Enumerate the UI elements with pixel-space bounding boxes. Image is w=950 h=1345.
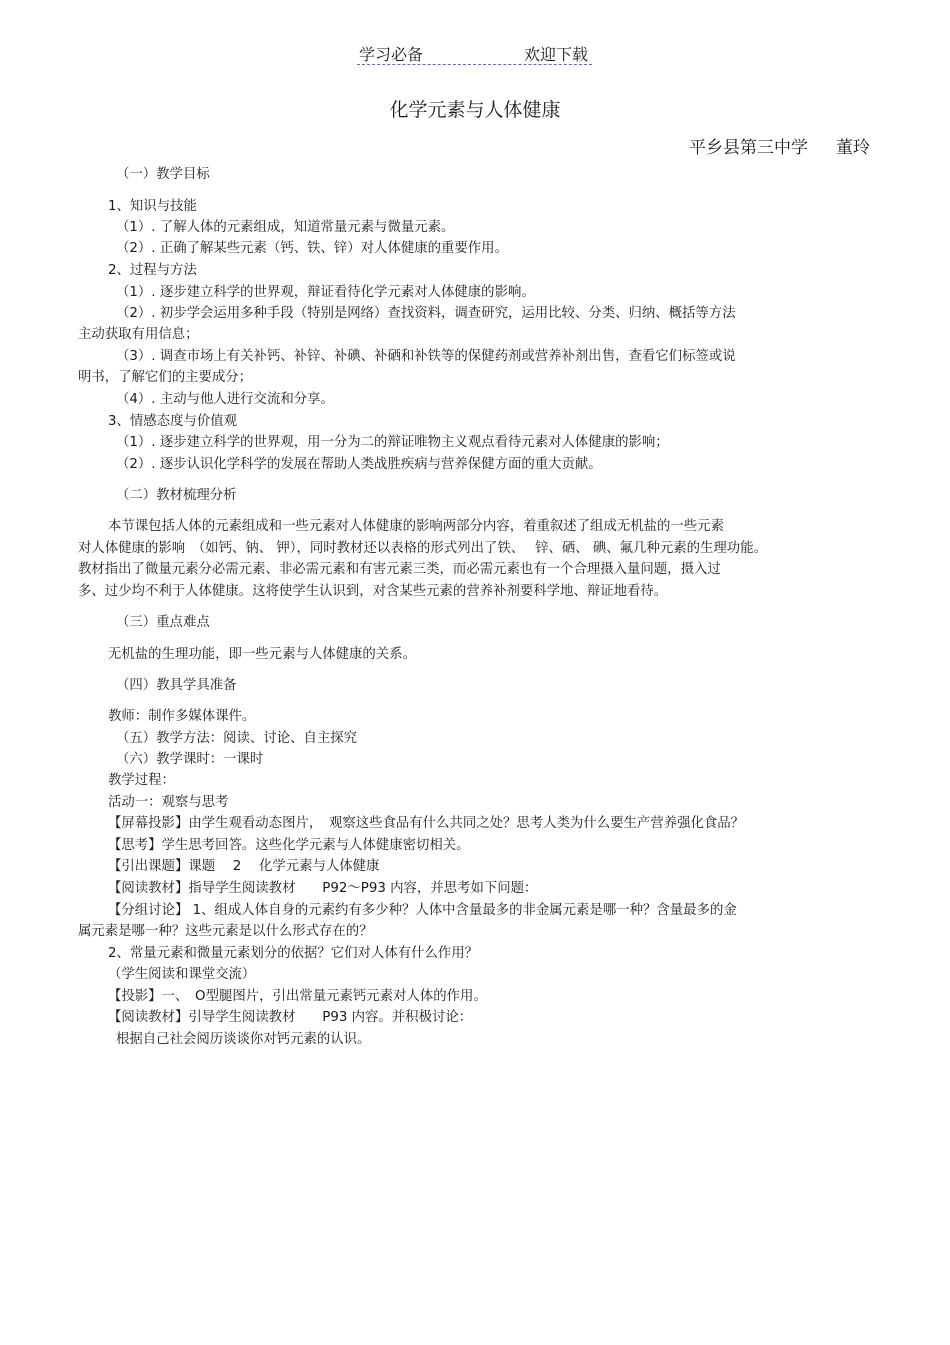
text-line: （1）. 逐步建立科学的世界观，用一分为二的辩证唯物主义观点看待元素对人体健康的影响； (116, 435, 669, 450)
text-line: 【投影】一、 O型腿图片，引出常量元素钙元素对人体的作用。 (108, 989, 487, 1004)
text-line: （1）. 逐步建立科学的世界观，辩证看待化学元素对人体健康的影响。 (116, 285, 535, 300)
text-line: 教师：制作多媒体课件。 (108, 709, 256, 724)
text-line: （四）教具学具准备 (116, 678, 237, 693)
text-line: 【分组讨论】 1、组成人体自身的元素约有多少种？人体中含量最多的非金属元素是哪一种？含量最多的金 (108, 903, 737, 918)
text-line: （三）重点难点 (116, 615, 210, 630)
text-line: 【思考】学生思考回答。这些化学元素与人体健康密切相关。 (108, 838, 470, 853)
text-line: （六）教学课时：一课时 (116, 752, 264, 767)
text-line: 对人体健康的影响 （如钙、钠、 钾），同时教材还以表格的形式列出了铁、 锌、硒、 碘、氟几种元素的生理功能。 (78, 541, 767, 556)
text-line: 本节课包括人体的元素组成和一些元素对人体健康的影响两部分内容，着重叙述了组成无机盐的一些元素 (108, 519, 724, 534)
text-line: 活动一：观察与思考 (108, 795, 229, 810)
text-line: （学生阅读和课堂交流） (108, 967, 256, 982)
text-line: 主动获取有用信息； (78, 327, 199, 342)
header-left-text: 学习必备 (359, 45, 424, 64)
text-line: 属元素是哪一种？这些元素是以什么形式存在的？ (78, 924, 373, 939)
text-line: 【阅读教材】指导学生阅读教材 P92～P93 内容，并思考如下问题： (108, 881, 538, 896)
text-line: （3）. 调查市场上有关补钙、补锌、补碘、补硒和补铁等的保健药剂或营养补剂出售，查看它们标签或说 (116, 349, 736, 364)
text-line: 教材指出了微量元素分必需元素、非必需元素和有害元素三类，而必需元素也有一个合理摄入量问题，摄入过 (78, 562, 721, 577)
text-line: （2）. 正确了解某些元素（钙、铁、锌）对人体健康的重要作用。 (116, 241, 508, 256)
text-line: 【阅读教材】引导学生阅读教材 P93 内容。并积极讨论： (108, 1010, 473, 1025)
author-school: 平乡县第三中学 (689, 138, 808, 158)
page-header (357, 42, 592, 65)
author-line (689, 133, 870, 158)
text-line: 教学过程： (108, 773, 175, 788)
text-line: （五）教学方法：阅读、讨论、自主探究 (116, 731, 358, 746)
header-right-text: 欢迎下载 (523, 45, 588, 64)
author-name: 董玲 (836, 138, 870, 158)
text-line: 【引出课题】课题 2 化学元素与人体健康 (108, 859, 380, 874)
text-line: 【屏幕投影】由学生观看动态图片， 观察这些食品有什么共同之处？思考人类为什么要生产营养强化食品？ (108, 816, 745, 831)
text-line: 2、过程与方法 (108, 263, 197, 278)
text-line: 无机盐的生理功能，即一些元素与人体健康的关系。 (108, 647, 416, 662)
text-line: 1、知识与技能 (108, 199, 197, 214)
text-line: （一）教学目标 (116, 167, 210, 182)
text-line: （4）. 主动与他人进行交流和分享。 (116, 392, 334, 407)
text-line: 明书，了解它们的主要成分； (78, 370, 253, 385)
text-line: 3、情感态度与价值观 (108, 414, 238, 429)
document-title: 化学元素与人体健康 (389, 99, 561, 121)
text-line: 2、常量元素和微量元素划分的依据？它们对人体有什么作用？ (108, 946, 479, 961)
text-line: （1）. 了解人体的元素组成，知道常量元素与微量元素。 (116, 220, 455, 235)
text-line: （2）. 初步学会运用多种手段（特别是网络）查找资料，调查研究，运用比较、分类、归纳、概括等方法 (116, 306, 736, 321)
text-line: 多、过少均不利于人体健康。这将使学生认识到，对含某些元素的营养补剂要科学地、辩证地看待。 (78, 584, 668, 599)
text-line: 根据自己社会阅历谈谈你对钙元素的认识。 (116, 1032, 371, 1047)
text-line: （2）. 逐步认识化学科学的发展在帮助人类战胜疾病与营养保健方面的重大贡献。 (116, 457, 602, 472)
text-line: （二）教材梳理分析 (116, 488, 237, 503)
